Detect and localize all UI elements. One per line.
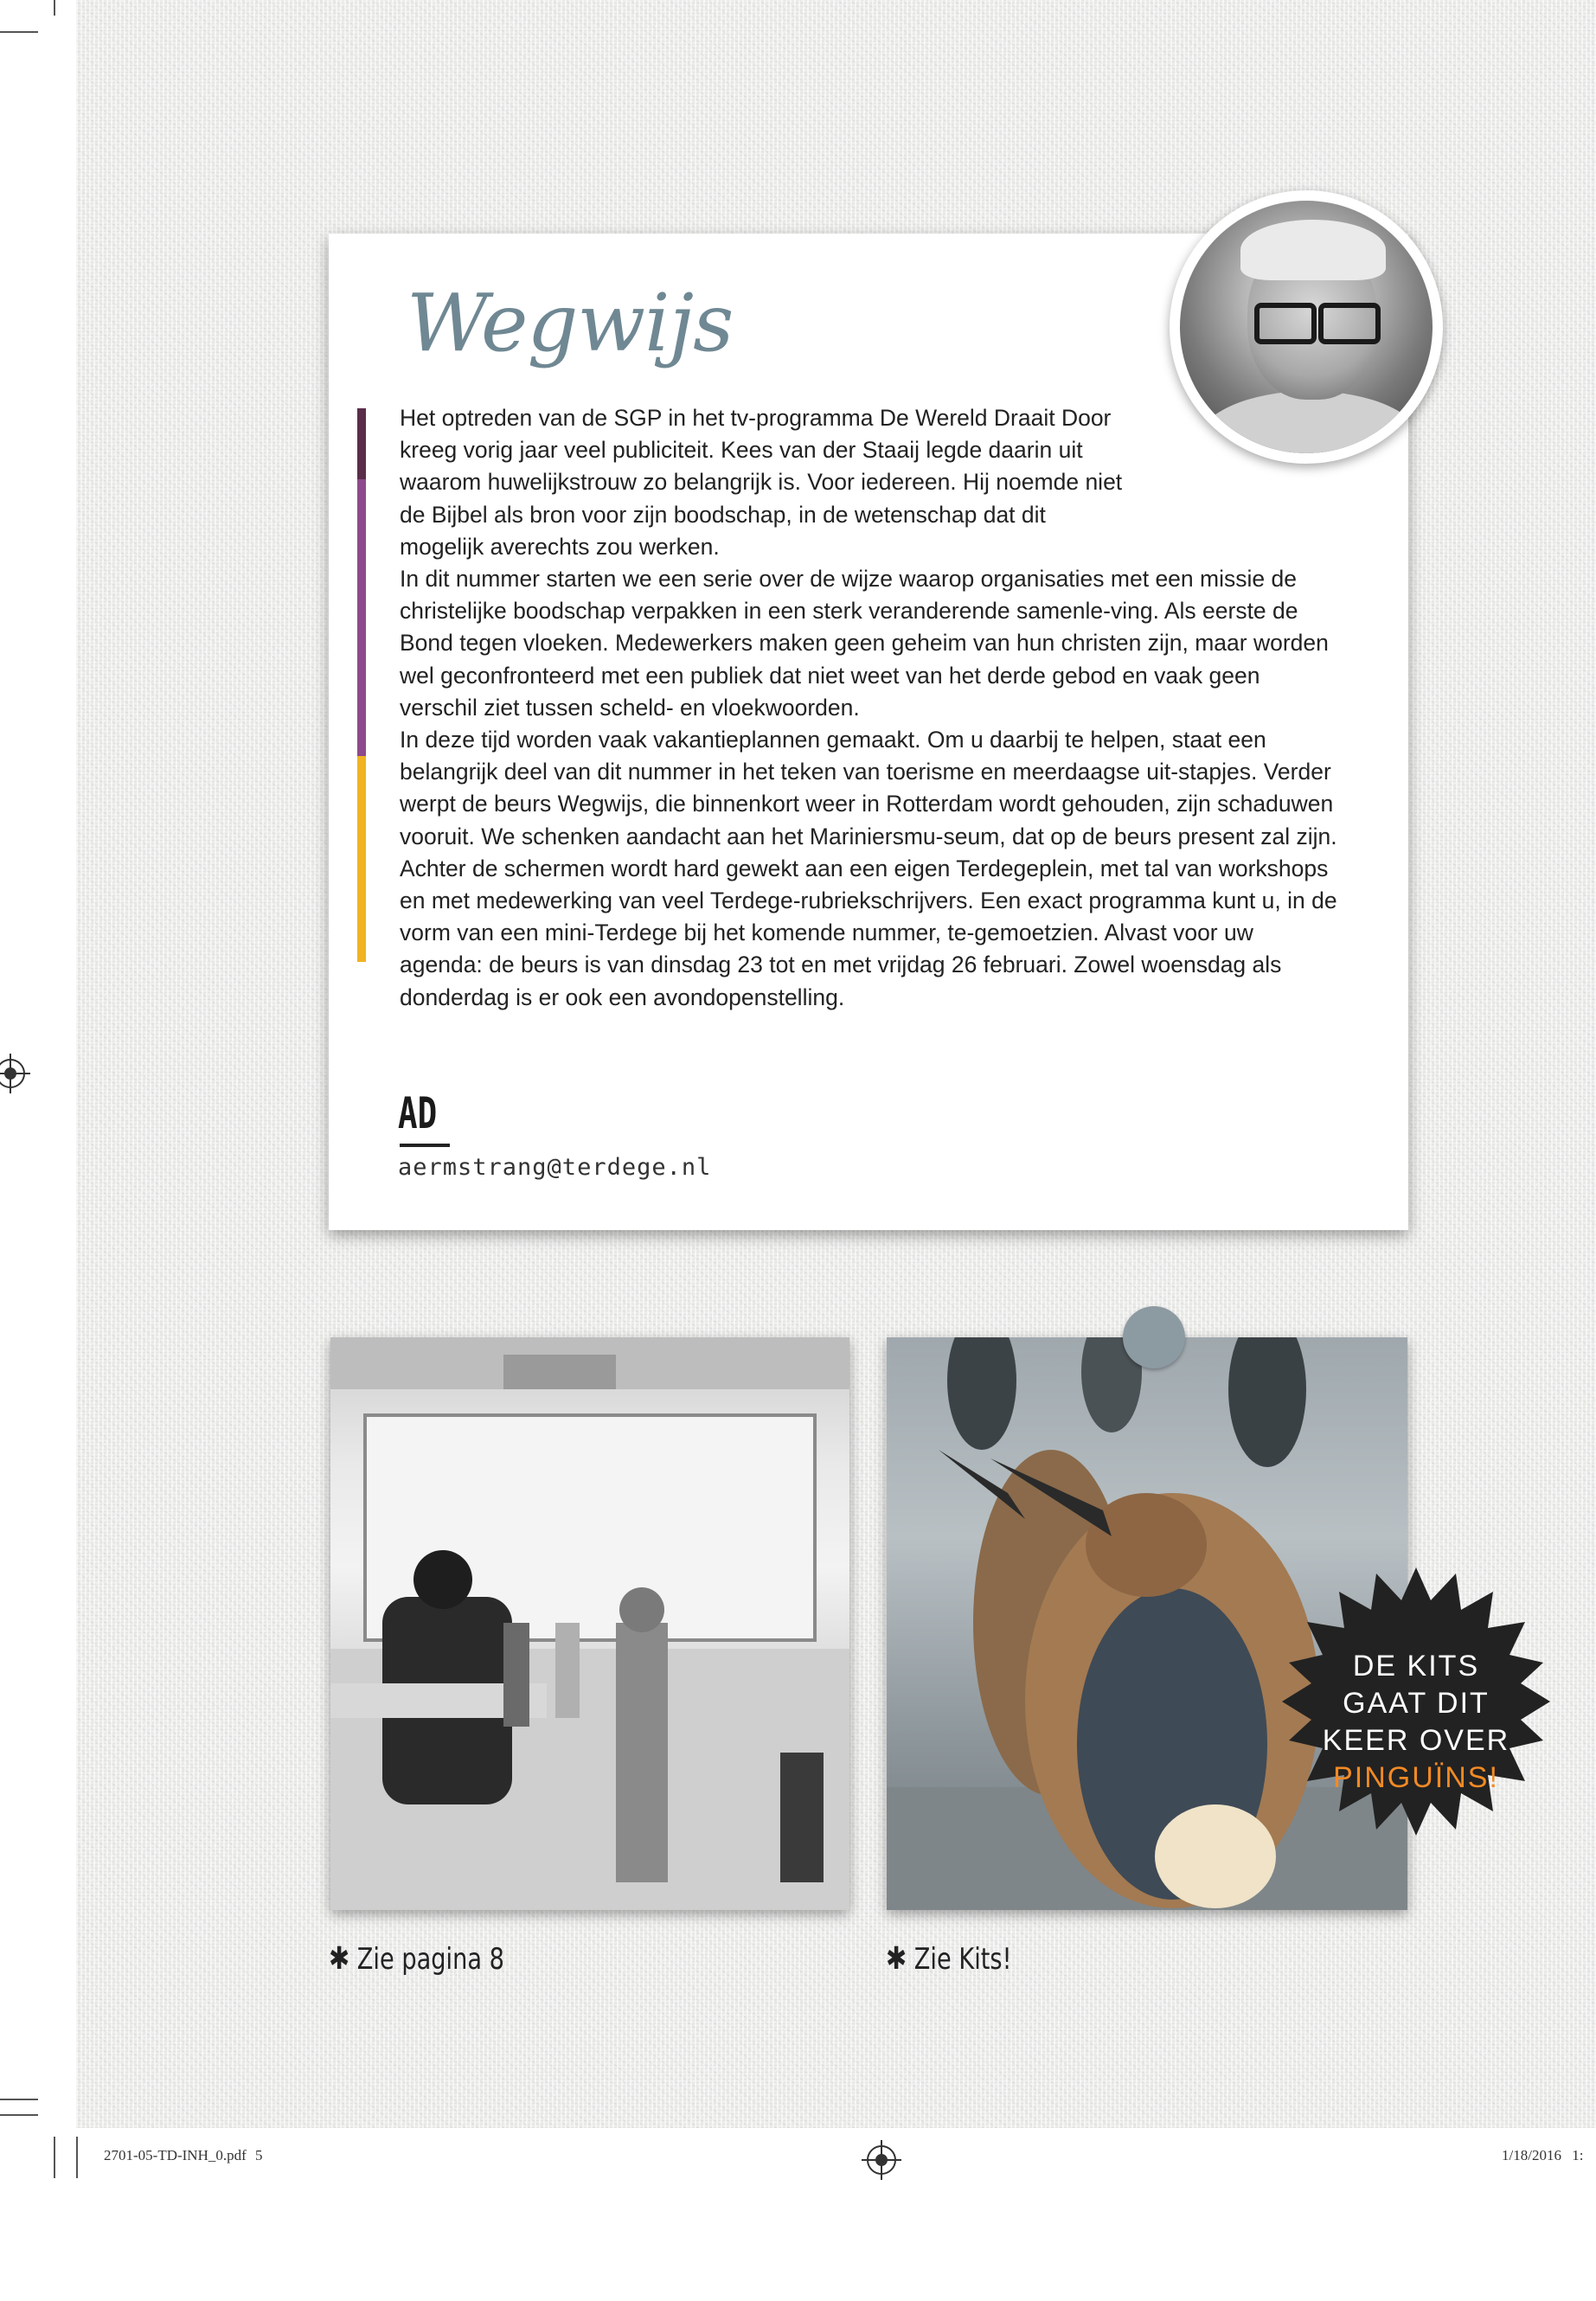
article-body bbox=[400, 402, 1343, 1014]
classroom-scene bbox=[330, 1337, 849, 1910]
accent-bar-purple bbox=[357, 479, 366, 756]
glasses-icon bbox=[1318, 303, 1381, 344]
signature-underline bbox=[400, 1144, 450, 1147]
badge-line: KEER OVER bbox=[1322, 1724, 1510, 1757]
paragraph: In dit nummer starten we een serie over de wijze waarop organisaties met een missie de christelijke boodschap verpakken in een sterk veranderende samenle-ving. Als eerste de Bond tegen vloeken. Medewerkers maken geen geheim van hun christen zijn, maar worden wel geconfronteerd met een publiek dat niet weet van het derde gebod en vaak geen verschil ziet tussen scheld- en vloekwoorden. bbox=[400, 566, 1329, 721]
accent-bar-yellow bbox=[357, 756, 366, 962]
slug-filename: 2701-05-TD-INH_0.pdf bbox=[104, 2147, 247, 2163]
crop-mark bbox=[54, 2137, 55, 2178]
accent-bar-plum bbox=[357, 408, 366, 479]
crop-mark bbox=[0, 2114, 38, 2116]
caption-classroom[interactable] bbox=[329, 1941, 504, 1977]
star-icon: ✱ bbox=[886, 1941, 907, 1977]
article-title: Wegwijs bbox=[407, 277, 734, 369]
badge-line: GAAT DIT bbox=[1343, 1687, 1490, 1720]
crop-mark bbox=[0, 31, 38, 33]
author-signature: AD bbox=[398, 1088, 438, 1138]
pushpin-icon bbox=[1123, 1306, 1185, 1368]
badge-text bbox=[1282, 1648, 1550, 1797]
badge-line: DE KITS bbox=[1352, 1650, 1480, 1682]
print-slug-date bbox=[1502, 2147, 1583, 2164]
badge-accent: PINGUÏNS! bbox=[1333, 1761, 1499, 1794]
registration-mark-icon bbox=[867, 2145, 896, 2175]
classroom-photo[interactable] bbox=[330, 1337, 849, 1910]
caption-kits[interactable] bbox=[886, 1941, 1012, 1977]
paragraph: Achter de schermen wordt hard gewekt aan een eigen Terdegeplein, met tal van workshops en met medewerking van veel Terdege-rubriekschrijvers. Een exact programma kunt u, in de vorm van een mini-Terdege bij het komende nummer, te-gemoetzien. Alvast voor uw agenda: de beurs is van dinsdag 23 tot en met vrijdag 26 februari. Zowel woensdag als donderdag is er ook een avondopenstelling. bbox=[400, 855, 1337, 1010]
caption-text: Zie Kits! bbox=[913, 1942, 1012, 1977]
slug-page: 5 bbox=[255, 2147, 263, 2163]
glasses-icon bbox=[1254, 303, 1317, 344]
star-icon: ✱ bbox=[329, 1941, 350, 1977]
crop-mark bbox=[54, 0, 55, 16]
print-slug-file bbox=[104, 2147, 263, 2164]
author-email[interactable]: aermstrang@terdege.nl bbox=[398, 1154, 712, 1181]
slug-date: 1/18/2016 bbox=[1502, 2147, 1561, 2163]
crop-mark bbox=[0, 2099, 38, 2100]
slug-time: 1: bbox=[1572, 2147, 1584, 2163]
caption-text: Zie pagina 8 bbox=[356, 1942, 504, 1977]
paragraph: In deze tijd worden vaak vakantieplannen gemaakt. Om u daarbij te helpen, staat een belangrijk deel van dit nummer in het teken van toerisme en meerdaagse uit-stapjes. Verder werpt de beurs Wegwijs, die binnenkort weer in Rotterdam wordt gehouden, zijn schaduwen vooruit. We schenken aandacht aan het Mariniersmu-seum, dat op de beurs present zal zijn. bbox=[400, 727, 1337, 849]
paragraph: Het optreden van de SGP in het tv-programma De Wereld Draait Door kreeg vorig jaar veel publiciteit. Kees van der Staaij legde daarin uit waarom huwelijkstrouw zo belangrijk is. Voor iedereen. Hij noemde niet de Bijbel als bron voor zijn boodschap, in de wetenschap dat dit mogelijk averechts zou werken. bbox=[400, 405, 1123, 560]
crop-mark bbox=[76, 2137, 78, 2178]
registration-mark-icon bbox=[0, 1059, 25, 1088]
